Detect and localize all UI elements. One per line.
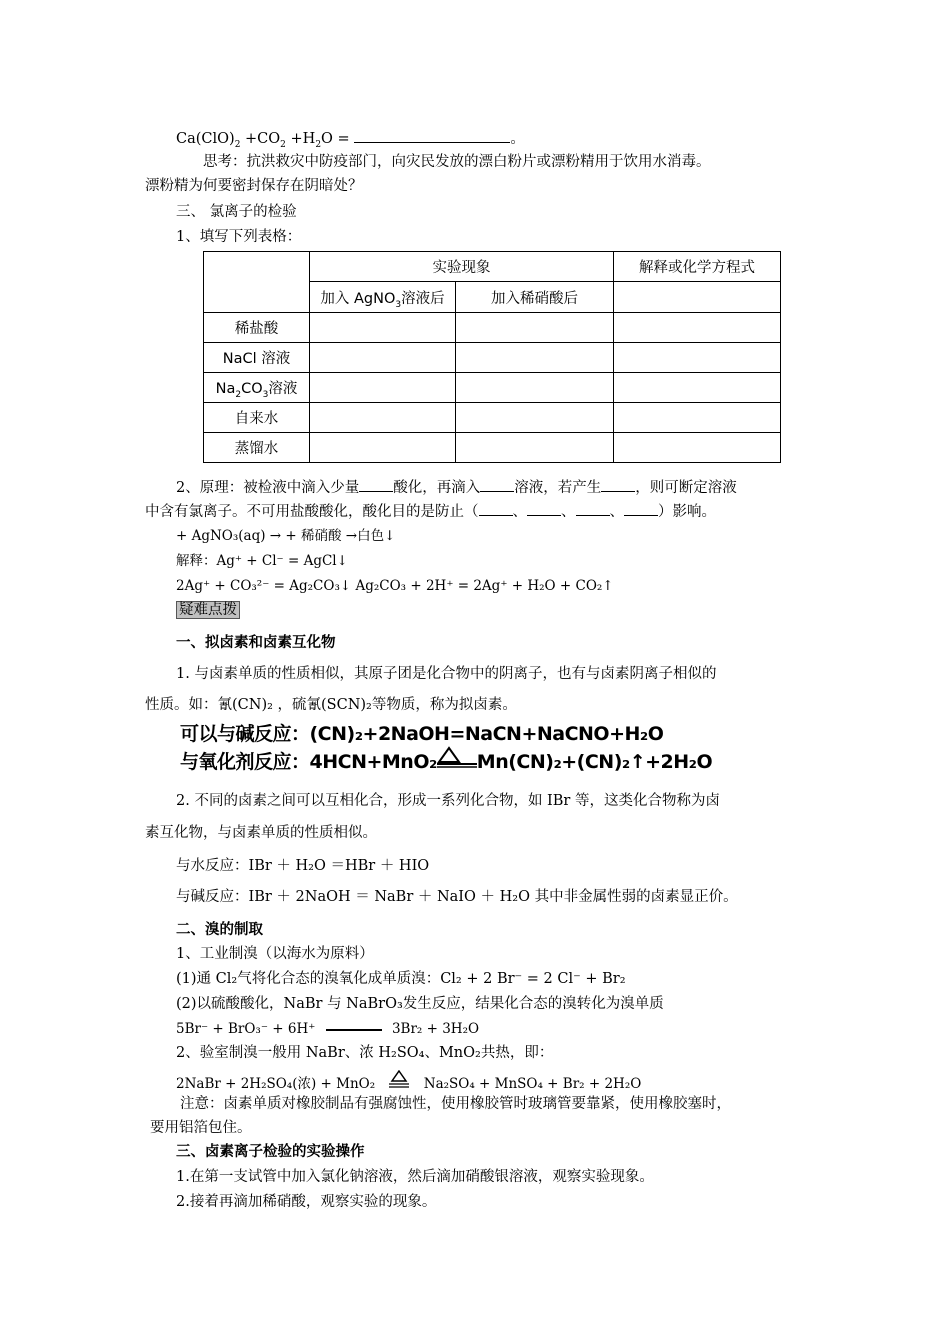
section-bromine-preparation: 二、溴的制取 [176, 922, 263, 938]
difficulty-badge: 疑难点拨 [176, 600, 240, 620]
paragraph: 1. 与卤素单质的性质相似，其原子团是化合物中的阴离子，也有与卤素阴离子相似的 [176, 666, 717, 682]
section-heading-3: 三、 氯离子的检验 [176, 204, 297, 220]
table-cell[interactable] [456, 433, 614, 463]
answer-blank[interactable] [354, 128, 510, 143]
table-cell[interactable] [614, 433, 781, 463]
paragraph: 要用铝箔包住。 [150, 1120, 252, 1136]
heat-delta-icon [387, 1070, 411, 1094]
reaction-image-line-2: 与氧化剂反应：4HCN+MnO₂ Mn(CN)₂+(CN)₂↑+2H₂O [180, 746, 712, 774]
row-label: 蒸馏水 [204, 433, 310, 463]
think-line-2: 漂粉精为何要密封保存在阴暗处？ [145, 178, 363, 194]
table-cell[interactable] [310, 433, 456, 463]
section-pseudohalogen: 一、拟卤素和卤素互化物 [176, 635, 336, 651]
lab-equation: 2NaBr + 2H₂SO₄(浓) + MnO₂ Na₂SO₄ + MnSO₄ + Br₂ + 2H₂O [176, 1070, 641, 1094]
eq-text: 。 [510, 131, 525, 147]
table-cell[interactable] [456, 313, 614, 343]
table-cell[interactable] [310, 313, 456, 343]
table-cell[interactable] [456, 343, 614, 373]
table-cell[interactable] [456, 403, 614, 433]
paragraph: 1.在第一支试管中加入氯化钠溶液，然后滴加硝酸银溶液，观察实验现象。 [176, 1169, 654, 1185]
paragraph: 2. 不同的卤素之间可以互相化合，形成一系列化合物，如 IBr 等，这类化合物称为卤 [176, 793, 720, 809]
principle-line-2: 中含有氯离子。不可用盐酸酸化，酸化目的是防止（ 、 、 、 ）影响。 [145, 501, 716, 522]
water-reaction: 与水反应：IBr ＋ H₂O ＝HBr ＋ HIO [176, 858, 430, 874]
header-empty [614, 282, 781, 313]
answer-blank[interactable] [624, 501, 658, 516]
bromate-equation: 5Br⁻ + BrO₃⁻ + 6H⁺ 3Br₂ + 3H₂O [176, 1021, 480, 1037]
answer-blank[interactable] [479, 501, 513, 516]
heat-delta-icon [437, 746, 477, 773]
table-cell[interactable] [456, 373, 614, 403]
think-line-1: 思考：抗洪救灾中防疫部门，向灾民发放的漂白粉片或漂粉精用于饮用水消毒。 [203, 154, 711, 170]
table-cell[interactable] [614, 403, 781, 433]
answer-blank[interactable] [359, 477, 393, 492]
row-label: NaCl 溶液 [204, 343, 310, 373]
paragraph: (1)通 Cl₂气将化合态的溴氧化成单质溴：Cl₂ + 2 Br⁻ = 2 Cl⁻ + Br₂ [176, 971, 626, 987]
eq-text: +H [285, 131, 316, 147]
header-add-hno3: 加入稀硝酸后 [456, 282, 614, 313]
answer-blank[interactable] [480, 477, 514, 492]
paragraph: (2)以硫酸酸化，NaBr 与 NaBrO₃发生反应，结果化合态的溴转化为溴单质 [176, 996, 664, 1012]
table-cell[interactable] [310, 373, 456, 403]
row-label: 稀盐酸 [204, 313, 310, 343]
answer-blank[interactable] [576, 501, 610, 516]
header-add-agno3: 加入 AgNO$_3$溶液后 [310, 282, 456, 313]
paragraph: 注意：卤素单质对橡胶制品有强腐蚀性，使用橡胶管时玻璃管要靠紧，使用橡胶塞时， [180, 1096, 731, 1112]
row-label: 自来水 [204, 403, 310, 433]
base-reaction: 与碱反应：IBr ＋ 2NaOH ＝ NaBr ＋ NaIO ＋ H₂O 其中非金属性弱的卤素显正价。 [176, 889, 738, 905]
table-cell[interactable] [310, 343, 456, 373]
header-phenomenon: 实验现象 [310, 252, 614, 282]
section-halide-test: 三、卤素离子检验的实验操作 [176, 1144, 365, 1160]
carbonate-equation: 2Ag⁺ + CO₃²⁻ = Ag₂CO₃↓ Ag₂CO₃ + 2H⁺ = 2Ag⁺ + H₂O + CO₂↑ [176, 578, 614, 594]
eq-text: Ca(ClO) [176, 131, 235, 147]
paragraph: 2.接着再滴加稀硝酸，观察实验的现象。 [176, 1194, 437, 1210]
table-cell[interactable] [614, 313, 781, 343]
paragraph: 2、验室制溴一般用 NaBr、浓 H₂SO₄、MnO₂共热，即： [176, 1045, 554, 1061]
reaction-image-line-1: 可以与碱反应：(CN)₂+2NaOH=NaCN+NaCNO+H₂O [180, 723, 664, 745]
answer-blank[interactable] [527, 501, 561, 516]
paragraph: 素互化物，与卤素单质的性质相似。 [145, 825, 377, 841]
agno3-test-line: + AgNO₃(aq) → + 稀硝酸 →白色↓ [176, 528, 396, 544]
paragraph: 1、工业制溴（以海水为原料） [176, 946, 374, 962]
answer-blank[interactable] [601, 477, 635, 492]
explain-equation: 解释：Ag⁺ + Cl⁻ = AgCl↓ [176, 553, 348, 569]
header-explanation: 解释或化学方程式 [614, 252, 781, 282]
equals-line-icon [326, 1029, 382, 1031]
table-cell[interactable] [614, 343, 781, 373]
table-cell[interactable] [614, 373, 781, 403]
eq-text: +CO [240, 131, 281, 147]
fill-table-instruction: 1、填写下列表格： [176, 229, 302, 245]
table-corner-cell [204, 252, 310, 313]
paragraph: 性质。如：氰(CN)₂ ，硫氰(SCN)₂等物质，称为拟卤素。 [145, 697, 517, 713]
table-cell[interactable] [310, 403, 456, 433]
principle-line-1: 2、原理：被检液中滴入少量 酸化，再滴入 溶液，若产生 ，则可断定溶液 [176, 477, 737, 498]
experiment-table [203, 251, 781, 463]
eq-text: O = [321, 131, 355, 147]
row-label: $Na_2CO_3$溶液 [204, 373, 310, 403]
equation-caclo2: $Ca(ClO)_2 +CO_2 +H_2O$ = 。 [176, 128, 525, 149]
